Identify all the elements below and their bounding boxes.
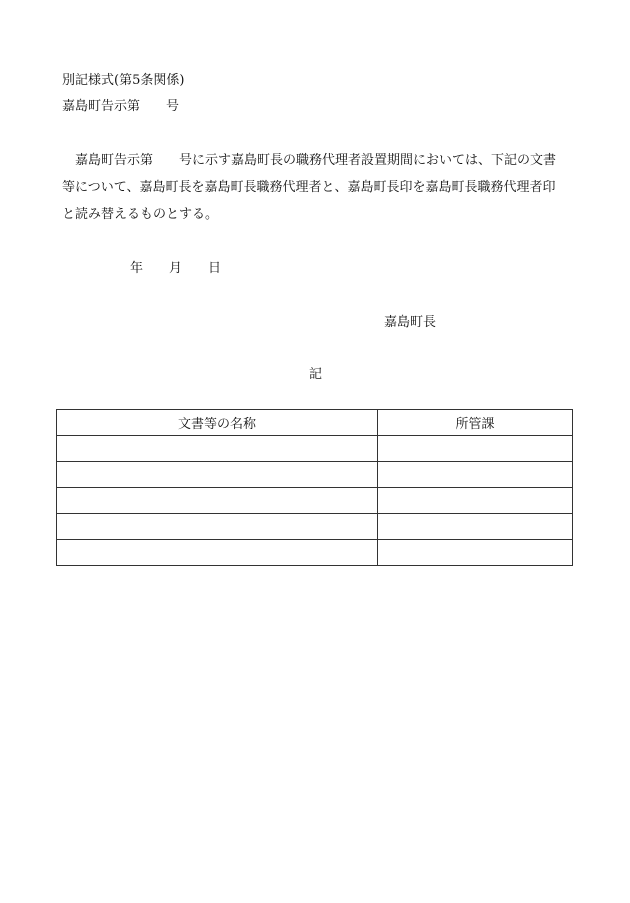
body-text-line: 嘉島町告示第 号に示す嘉島町長の職務代理者設置期間においては、下記の文書 [62, 153, 557, 168]
table-cell [378, 514, 573, 540]
table-row [57, 540, 573, 566]
notice-number: 嘉島町告示第 号 [62, 99, 180, 114]
table-cell [378, 436, 573, 462]
table-cell [57, 488, 378, 514]
table-row [57, 462, 573, 488]
date-line: 年 月 日 [130, 261, 222, 276]
ki-heading: 記 [309, 367, 323, 382]
table-row [57, 514, 573, 540]
form-label: 別記様式(第5条関係) [62, 73, 185, 88]
column-header-document-name: 文書等の名称 [57, 410, 378, 436]
mayor-signature: 嘉島町長 [384, 315, 437, 330]
table-header-row [57, 410, 573, 436]
table-row [57, 488, 573, 514]
column-header-department: 所管課 [378, 410, 573, 436]
table-row [57, 436, 573, 462]
table-cell [378, 462, 573, 488]
body-text-line: と読み替えるものとする。 [62, 207, 219, 222]
table-cell [57, 436, 378, 462]
body-text-line: 等について、嘉島町長を嘉島町長職務代理者と、嘉島町長印を嘉島町長職務代理者印 [62, 180, 556, 195]
table-cell [378, 540, 573, 566]
table-cell [378, 488, 573, 514]
table-cell [57, 462, 378, 488]
table-cell [57, 540, 378, 566]
document-table [56, 409, 573, 566]
table-cell [57, 514, 378, 540]
